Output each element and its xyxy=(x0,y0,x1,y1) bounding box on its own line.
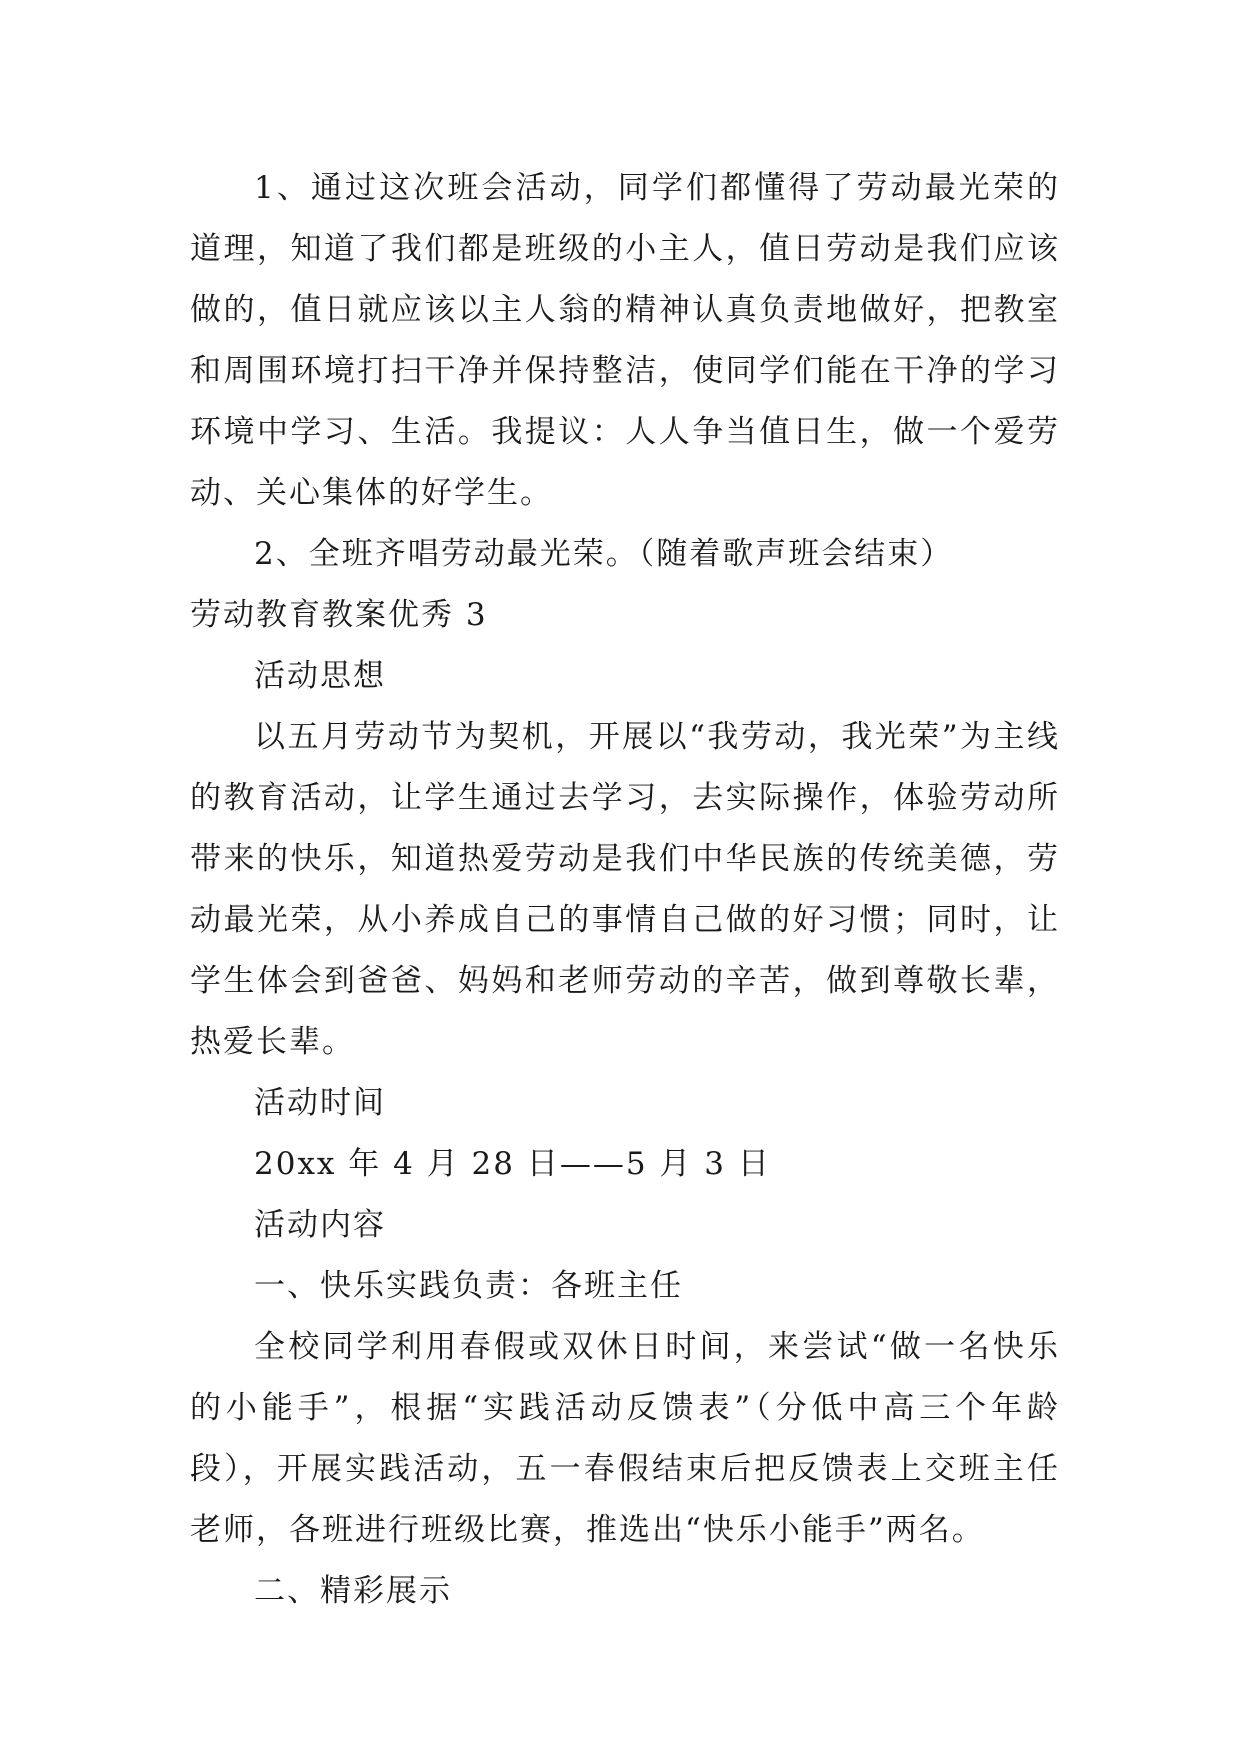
paragraph-summary-2: 2、全班齐唱劳动最光荣。（随着歌声班会结束） xyxy=(254,536,954,572)
section-title: 劳动教育教案优秀 3 xyxy=(190,597,488,633)
heading-activity-thought: 活动思想 xyxy=(254,658,386,694)
paragraph-activity-thought: 以五月劳动节为契机，开展以“我劳动，我光荣”为主线的教育活动，让学生通过去学习，去实际操作，体验劳动所带来的快乐，知道热爱劳动是我们中华民族的传统美德，劳动最光荣，从小养成自己的事情自己做的好习惯；同时，让学生体会到爸爸、妈妈和老师劳动的辛苦，做到尊敬长辈，热爱长辈。 xyxy=(190,719,1060,1060)
paragraph-item-1: 全校同学利用春假或双休日时间，来尝试“做一名快乐的小能手”，根据“实践活动反馈表”（分低中高三个年龄段），开展实践活动，五一春假结束后把反馈表上交班主任老师，各班进行班级比赛，推选出“快乐小能手”两名。 xyxy=(190,1329,1060,1548)
heading-item-1: 一、快乐实践负责：各班主任 xyxy=(254,1268,683,1304)
document-page xyxy=(190,158,1060,1622)
paragraph-activity-time: 20xx 年 4 月 28 日——5 月 3 日 xyxy=(254,1146,771,1182)
heading-activity-time: 活动时间 xyxy=(254,1085,386,1121)
paragraph-summary-1: 1、通过这次班会活动，同学们都懂得了劳动最光荣的道理，知道了我们都是班级的小主人，值日劳动是我们应该做的，值日就应该以主人翁的精神认真负责地做好，把教室和周围环境打扫干净并保持整洁，使同学们能在干净的学习环境中学习、生活。我提议：人人争当值日生，做一个爱劳动、关心集体的好学生。 xyxy=(190,170,1060,511)
heading-item-2: 二、精彩展示 xyxy=(254,1573,452,1609)
heading-activity-content: 活动内容 xyxy=(254,1207,386,1243)
